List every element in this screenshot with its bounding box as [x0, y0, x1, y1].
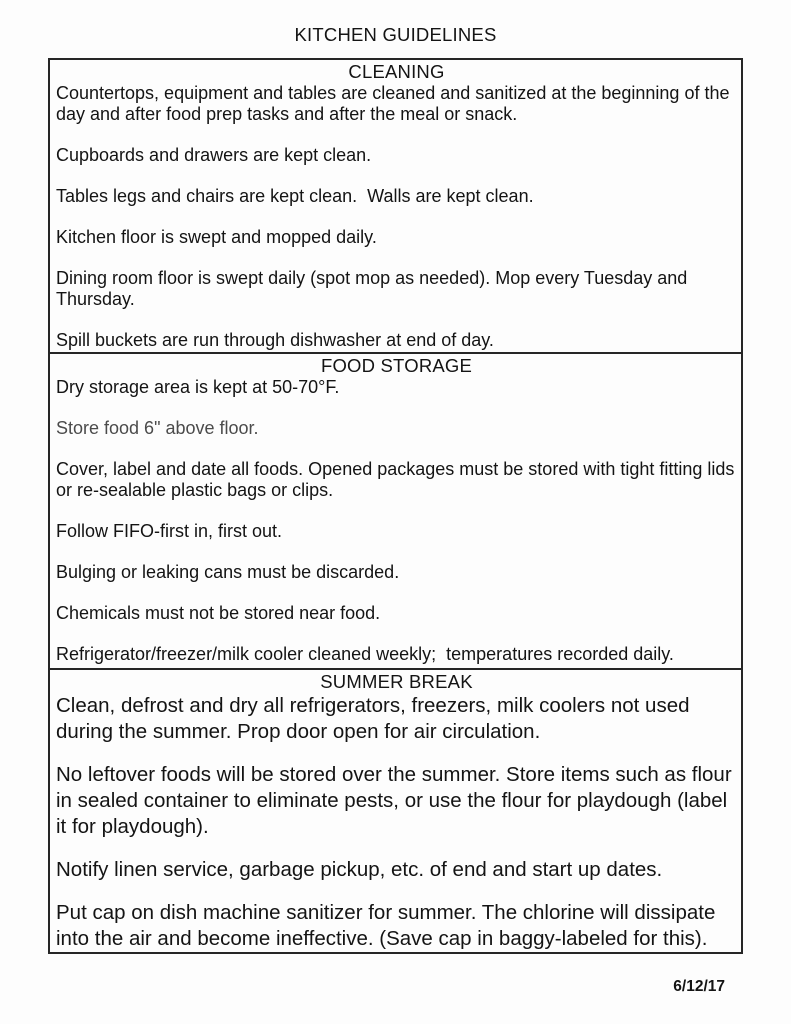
guideline-paragraph: Chemicals must not be stored near food.: [56, 603, 381, 623]
section-body-summer-break: [56, 693, 737, 952]
section-body-cleaning: [56, 83, 737, 351]
guideline-paragraph: Spill buckets are run through dishwasher at end of day.: [56, 330, 494, 350]
section-food-storage: [50, 352, 741, 668]
guideline-paragraph: Bulging or leaking cans must be discarded.: [56, 562, 400, 582]
guideline-paragraph: Tables legs and chairs are kept clean. Walls are kept clean.: [56, 186, 534, 206]
guideline-paragraph: Cupboards and drawers are kept clean.: [56, 145, 372, 165]
guideline-paragraph: Notify linen service, garbage pickup, etc. of end and start up dates.: [56, 858, 663, 881]
page-title: KITCHEN GUIDELINES: [294, 24, 497, 45]
guideline-paragraph: Store food 6" above floor.: [56, 418, 259, 438]
guideline-paragraph: No leftover foods will be stored over the summer. Store items such as flour in sealed container to eliminate pests, or use the flour for playdough (label it for playdough).: [56, 763, 738, 838]
section-header-food-storage: FOOD STORAGE: [320, 355, 473, 376]
section-summer-break: [50, 668, 741, 952]
guideline-paragraph: Follow FIFO-first in, first out.: [56, 521, 283, 541]
guidelines-table: [48, 58, 743, 954]
document-date: 6/12/17: [673, 978, 725, 995]
section-body-food-storage: [56, 377, 740, 665]
section-header-cleaning: CLEANING: [348, 61, 445, 82]
guideline-paragraph: Refrigerator/freezer/milk cooler cleaned weekly; temperatures recorded daily.: [56, 644, 674, 664]
guideline-paragraph: Put cap on dish machine sanitizer for summer. The chlorine will dissipate into the air and become ineffective. (Save cap in baggy-labeled for this).: [56, 901, 722, 950]
section-header-summer-break: SUMMER BREAK: [320, 671, 473, 692]
guideline-paragraph: Cover, label and date all foods. Opened packages must be stored with tight fitting lids or re-sealable plastic bags or clips.: [56, 459, 740, 500]
guideline-paragraph: Dry storage area is kept at 50-70°F.: [56, 377, 340, 397]
guideline-paragraph: Clean, defrost and dry all refrigerators, freezers, milk coolers not used during the summer. Prop door open for air circulation.: [56, 694, 696, 743]
guideline-paragraph: Dining room floor is swept daily (spot mop as needed). Mop every Tuesday and Thursday.: [56, 268, 693, 309]
guideline-paragraph: Kitchen floor is swept and mopped daily.: [56, 227, 377, 247]
section-cleaning: [50, 60, 741, 352]
guideline-paragraph: Countertops, equipment and tables are cleaned and sanitized at the beginning of the day and after food prep tasks and after the meal or snack.: [56, 83, 735, 124]
